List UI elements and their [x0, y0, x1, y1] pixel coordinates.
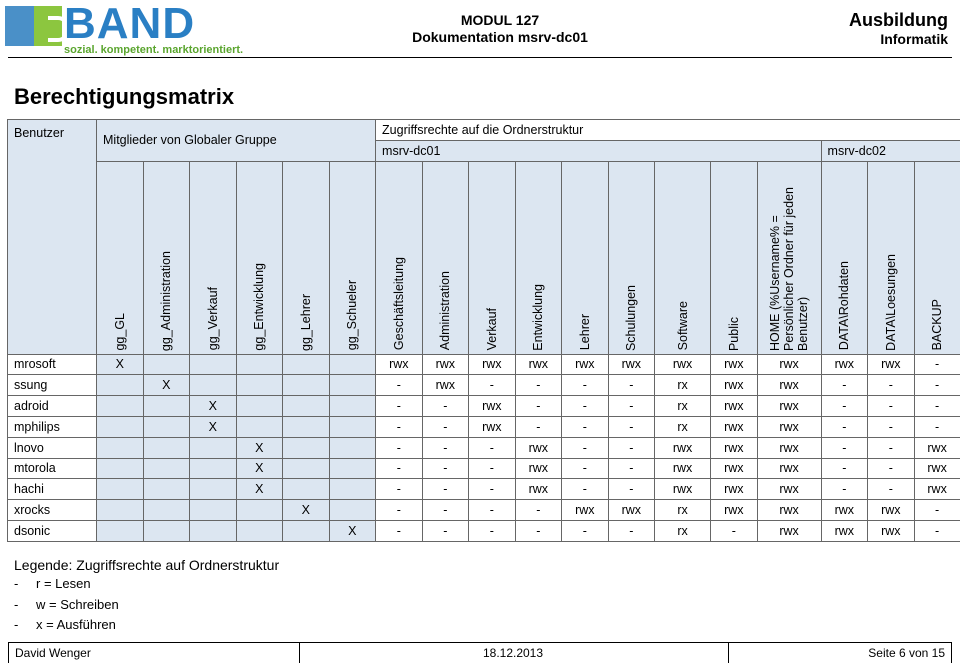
- folder-column-header: [821, 161, 868, 354]
- user-cell: mphilips: [8, 416, 97, 437]
- access-right-cell: -: [914, 354, 960, 375]
- group-column-label: gg_Entwicklung: [252, 263, 266, 351]
- access-right-cell: -: [422, 458, 469, 479]
- access-right-cell: -: [562, 416, 609, 437]
- group-membership-cell: [283, 396, 330, 417]
- module-title: MODUL 127: [380, 12, 620, 29]
- folder-column-header: [711, 161, 758, 354]
- legend-item: [14, 615, 279, 636]
- access-right-cell: -: [608, 458, 655, 479]
- folder-column-label: Administration: [438, 271, 452, 350]
- access-right-cell: -: [562, 396, 609, 417]
- access-right-cell: -: [914, 416, 960, 437]
- access-right-cell: -: [821, 479, 868, 500]
- access-right-cell: rwx: [821, 500, 868, 521]
- group-membership-cell: [329, 375, 376, 396]
- department-title: Ausbildung: [849, 10, 948, 30]
- table-row: [8, 458, 960, 479]
- access-right-cell: -: [422, 437, 469, 458]
- user-cell: hachi: [8, 479, 97, 500]
- access-right-cell: -: [422, 520, 469, 541]
- access-right-cell: rwx: [757, 437, 821, 458]
- folder-column-header: [422, 161, 469, 354]
- group-membership-cell: [97, 437, 144, 458]
- department-heading: [849, 10, 948, 48]
- department-subtitle: Informatik: [849, 30, 948, 48]
- access-right-cell: -: [608, 479, 655, 500]
- access-right-cell: -: [868, 396, 915, 417]
- group-column-header: [97, 161, 144, 354]
- group-membership-cell: [329, 479, 376, 500]
- legend-item: [14, 574, 279, 595]
- access-right-cell: rwx: [914, 437, 960, 458]
- benutzer-header: Benutzer: [8, 120, 97, 355]
- user-cell: mrosoft: [8, 354, 97, 375]
- folder-column-label: Software: [676, 301, 690, 350]
- access-right-cell: -: [515, 375, 562, 396]
- header-row-vertical: [8, 161, 960, 354]
- access-right-cell: rwx: [711, 396, 758, 417]
- group-membership-cell: [329, 500, 376, 521]
- group-membership-cell: [190, 437, 237, 458]
- access-right-cell: -: [469, 500, 516, 521]
- group-membership-cell: [143, 500, 190, 521]
- folder-column-header: [914, 161, 960, 354]
- access-right-cell: -: [422, 396, 469, 417]
- group-column-header: [143, 161, 190, 354]
- page-footer: [8, 642, 952, 663]
- access-right-cell: -: [821, 375, 868, 396]
- access-right-cell: -: [914, 520, 960, 541]
- permission-matrix: [7, 119, 960, 542]
- group-membership-cell: [329, 437, 376, 458]
- group-membership-cell: X: [236, 437, 283, 458]
- folder-column-label: HOME (%Username% = Persönlicher Ordner für jeden Benutzer): [768, 165, 810, 351]
- access-right-cell: rwx: [655, 354, 711, 375]
- group-membership-cell: [283, 520, 330, 541]
- access-right-cell: -: [469, 437, 516, 458]
- group-membership-cell: [236, 500, 283, 521]
- access-right-cell: -: [868, 375, 915, 396]
- page-header: [0, 0, 960, 58]
- access-right-cell: -: [562, 520, 609, 541]
- access-right-cell: rx: [655, 396, 711, 417]
- folder-column-header: [515, 161, 562, 354]
- table-row: [8, 396, 960, 417]
- group-column-label: gg_GL: [113, 313, 127, 351]
- access-right-cell: rwx: [757, 520, 821, 541]
- header-divider: [8, 57, 952, 58]
- folder-column-label: BACKUP: [930, 299, 944, 350]
- legend-text: w = Schreiben: [36, 597, 119, 612]
- access-right-cell: rwx: [757, 416, 821, 437]
- access-right-cell: -: [868, 479, 915, 500]
- folder-column-label: Verkauf: [485, 308, 499, 350]
- access-right-cell: -: [376, 479, 423, 500]
- group-column-header: [329, 161, 376, 354]
- group-membership-cell: [190, 354, 237, 375]
- legend: [14, 556, 279, 636]
- access-header: Zugriffsrechte auf die Ordnerstruktur: [376, 120, 960, 141]
- legend-text: r = Lesen: [36, 576, 91, 591]
- group-membership-cell: [97, 500, 144, 521]
- header-row-1: [8, 120, 960, 141]
- group-membership-cell: [143, 354, 190, 375]
- access-right-cell: rwx: [608, 500, 655, 521]
- group-membership-cell: [143, 396, 190, 417]
- group-membership-cell: X: [329, 520, 376, 541]
- user-cell: ssung: [8, 375, 97, 396]
- access-right-cell: -: [608, 416, 655, 437]
- access-right-cell: -: [376, 458, 423, 479]
- access-right-cell: -: [562, 437, 609, 458]
- group-membership-cell: X: [283, 500, 330, 521]
- access-right-cell: -: [914, 500, 960, 521]
- folder-column-header: [608, 161, 655, 354]
- access-right-cell: rwx: [757, 354, 821, 375]
- footer-page-number: Seite 6 von 15: [728, 643, 952, 663]
- user-cell: lnovo: [8, 437, 97, 458]
- access-right-cell: -: [868, 437, 915, 458]
- group-membership-cell: [190, 500, 237, 521]
- server-msrv-dc01: msrv-dc01: [376, 140, 822, 161]
- access-right-cell: -: [376, 437, 423, 458]
- access-right-cell: rwx: [711, 354, 758, 375]
- access-right-cell: -: [376, 500, 423, 521]
- access-right-cell: rwx: [376, 354, 423, 375]
- group-membership-cell: [236, 354, 283, 375]
- group-membership-cell: [236, 520, 283, 541]
- group-column-label: gg_Administration: [159, 251, 173, 351]
- access-right-cell: rwx: [868, 520, 915, 541]
- access-right-cell: rwx: [868, 500, 915, 521]
- group-membership-cell: [329, 458, 376, 479]
- access-right-cell: rwx: [469, 354, 516, 375]
- group-membership-cell: [97, 458, 144, 479]
- access-right-cell: -: [469, 458, 516, 479]
- access-right-cell: rwx: [757, 396, 821, 417]
- page-title: Berechtigungsmatrix: [14, 84, 234, 110]
- group-column-label: gg_Lehrer: [299, 294, 313, 351]
- footer-author: David Wenger: [8, 643, 300, 663]
- access-right-cell: -: [376, 416, 423, 437]
- group-membership-cell: [143, 416, 190, 437]
- footer-date: 18.12.2013: [298, 643, 728, 663]
- folder-column-header: [469, 161, 516, 354]
- legend-dash: -: [14, 595, 36, 616]
- group-membership-cell: [283, 375, 330, 396]
- access-right-cell: -: [376, 375, 423, 396]
- access-right-cell: -: [821, 437, 868, 458]
- access-right-cell: -: [914, 396, 960, 417]
- group-membership-cell: [190, 458, 237, 479]
- access-right-cell: -: [608, 396, 655, 417]
- group-membership-cell: [283, 479, 330, 500]
- access-right-cell: rwx: [608, 354, 655, 375]
- group-membership-cell: [190, 479, 237, 500]
- access-right-cell: rwx: [914, 458, 960, 479]
- access-right-cell: -: [821, 396, 868, 417]
- legend-title: Legende: Zugriffsrechte auf Ordnerstruktur: [14, 556, 279, 574]
- access-right-cell: rwx: [711, 416, 758, 437]
- folder-column-label: DATA\Rohdaten: [837, 261, 851, 350]
- group-membership-cell: [97, 375, 144, 396]
- legend-item: [14, 595, 279, 616]
- access-right-cell: -: [868, 416, 915, 437]
- access-right-cell: rwx: [757, 458, 821, 479]
- access-right-cell: -: [376, 520, 423, 541]
- folder-column-label: DATA\Loesungen: [884, 254, 898, 351]
- group-membership-cell: [283, 458, 330, 479]
- user-cell: adroid: [8, 396, 97, 417]
- group-membership-cell: [236, 396, 283, 417]
- access-right-cell: rx: [655, 500, 711, 521]
- group-membership-cell: [283, 354, 330, 375]
- legend-dash: -: [14, 574, 36, 595]
- table-row: [8, 479, 960, 500]
- access-right-cell: rwx: [562, 500, 609, 521]
- user-cell: dsonic: [8, 520, 97, 541]
- access-right-cell: rwx: [469, 416, 516, 437]
- user-cell: xrocks: [8, 500, 97, 521]
- folder-column-label: Lehrer: [578, 314, 592, 350]
- access-right-cell: rwx: [711, 500, 758, 521]
- folder-column-label: Geschäftsleitung: [392, 257, 406, 350]
- folder-column-label: Public: [727, 317, 741, 351]
- access-right-cell: -: [469, 375, 516, 396]
- access-right-cell: rwx: [469, 396, 516, 417]
- access-right-cell: rwx: [711, 458, 758, 479]
- folder-column-header: [655, 161, 711, 354]
- group-membership-cell: X: [97, 354, 144, 375]
- access-right-cell: -: [868, 458, 915, 479]
- group-column-header: [190, 161, 237, 354]
- access-right-cell: -: [562, 375, 609, 396]
- access-right-cell: rx: [655, 416, 711, 437]
- access-right-cell: rwx: [515, 437, 562, 458]
- access-right-cell: rwx: [757, 500, 821, 521]
- access-right-cell: rwx: [757, 479, 821, 500]
- group-membership-cell: X: [236, 458, 283, 479]
- access-right-cell: rwx: [515, 458, 562, 479]
- table-row: [8, 375, 960, 396]
- folder-column-label: Schulungen: [624, 285, 638, 351]
- access-right-cell: rwx: [422, 354, 469, 375]
- access-right-cell: rwx: [821, 354, 868, 375]
- access-right-cell: -: [422, 500, 469, 521]
- group-membership-cell: [97, 520, 144, 541]
- table-row: [8, 437, 960, 458]
- access-right-cell: rwx: [868, 354, 915, 375]
- access-right-cell: rwx: [821, 520, 868, 541]
- table-row: [8, 520, 960, 541]
- group-membership-cell: [97, 416, 144, 437]
- group-membership-cell: [143, 458, 190, 479]
- access-right-cell: rwx: [757, 375, 821, 396]
- group-column-label: gg_Schueler: [345, 280, 359, 350]
- access-right-cell: -: [608, 520, 655, 541]
- group-membership-cell: [143, 479, 190, 500]
- group-membership-cell: [236, 375, 283, 396]
- access-right-cell: -: [469, 520, 516, 541]
- access-right-cell: rwx: [711, 437, 758, 458]
- table-row: [8, 500, 960, 521]
- access-right-cell: -: [608, 375, 655, 396]
- access-right-cell: -: [608, 437, 655, 458]
- access-right-cell: -: [422, 416, 469, 437]
- access-right-cell: -: [422, 479, 469, 500]
- folder-column-label: Entwicklung: [531, 284, 545, 351]
- access-right-cell: -: [469, 479, 516, 500]
- access-right-cell: rwx: [655, 437, 711, 458]
- group-membership-cell: X: [143, 375, 190, 396]
- access-right-cell: -: [711, 520, 758, 541]
- group-membership-cell: [329, 354, 376, 375]
- access-right-cell: rwx: [711, 479, 758, 500]
- group-membership-cell: X: [236, 479, 283, 500]
- group-membership-cell: [283, 416, 330, 437]
- access-right-cell: -: [914, 375, 960, 396]
- module-subtitle: Dokumentation msrv-dc01: [380, 29, 620, 46]
- group-membership-cell: [143, 520, 190, 541]
- logo-tagline: sozial. kompetent. marktorientiert.: [64, 44, 243, 56]
- table-row: [8, 354, 960, 375]
- group-membership-cell: [283, 437, 330, 458]
- server-msrv-dc02: msrv-dc02: [821, 140, 960, 161]
- group-membership-cell: [143, 437, 190, 458]
- access-right-cell: rwx: [515, 479, 562, 500]
- group-membership-cell: [329, 396, 376, 417]
- access-right-cell: rwx: [655, 458, 711, 479]
- folder-column-header: [757, 161, 821, 354]
- logo-text: BAND: [64, 0, 195, 48]
- folder-column-header: [562, 161, 609, 354]
- access-right-cell: -: [376, 396, 423, 417]
- access-right-cell: -: [515, 416, 562, 437]
- access-right-cell: rwx: [562, 354, 609, 375]
- band-logo: [4, 4, 236, 56]
- access-right-cell: rwx: [515, 354, 562, 375]
- user-cell: mtorola: [8, 458, 97, 479]
- folder-column-header: [376, 161, 423, 354]
- group-membership-cell: [329, 416, 376, 437]
- group-membership-cell: [236, 416, 283, 437]
- legend-list: [14, 574, 279, 636]
- group-membership-cell: [97, 396, 144, 417]
- group-membership-cell: X: [190, 416, 237, 437]
- group-membership-cell: X: [190, 396, 237, 417]
- group-column-header: [283, 161, 330, 354]
- access-right-cell: -: [821, 458, 868, 479]
- group-column-label: gg_Verkauf: [206, 287, 220, 350]
- access-right-cell: rwx: [655, 479, 711, 500]
- access-right-cell: rwx: [422, 375, 469, 396]
- table-row: [8, 416, 960, 437]
- access-right-cell: -: [515, 520, 562, 541]
- access-right-cell: rx: [655, 520, 711, 541]
- folder-column-header: [868, 161, 915, 354]
- access-right-cell: rwx: [914, 479, 960, 500]
- group-header: Mitglieder von Globaler Gruppe: [97, 120, 376, 162]
- legend-dash: -: [14, 615, 36, 636]
- group-membership-cell: [97, 479, 144, 500]
- access-right-cell: -: [515, 396, 562, 417]
- access-right-cell: -: [515, 500, 562, 521]
- access-right-cell: -: [562, 479, 609, 500]
- group-column-header: [236, 161, 283, 354]
- legend-text: x = Ausführen: [36, 617, 116, 632]
- access-right-cell: rwx: [711, 375, 758, 396]
- access-right-cell: -: [562, 458, 609, 479]
- access-right-cell: rx: [655, 375, 711, 396]
- group-membership-cell: [190, 375, 237, 396]
- module-heading: [380, 12, 620, 46]
- access-right-cell: -: [821, 416, 868, 437]
- group-membership-cell: [190, 520, 237, 541]
